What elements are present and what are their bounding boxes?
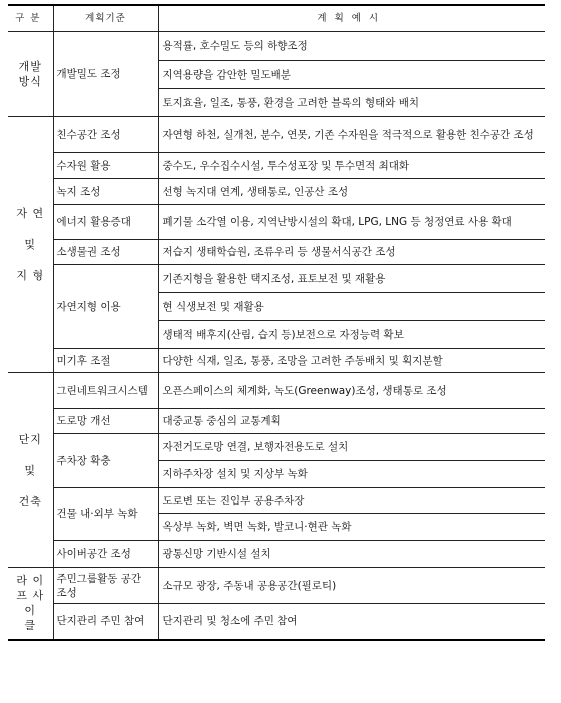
example-cell: 기존지형을 활용한 택지조성, 표토보전 및 재활용: [158, 265, 545, 293]
table-row: [8, 179, 545, 205]
criteria-cell: 단지관리 주민 참여: [53, 604, 158, 640]
example-cell: 저습지 생태학습원, 조류우리 등 생물서식공간 조성: [158, 240, 545, 265]
example-cell: 자전거도로망 연결, 보행자전용도로 설치: [158, 434, 545, 461]
table-row: [8, 604, 545, 640]
example-cell: 생태적 배후지(산림, 습지 등)보전으로 자정능력 확보: [158, 321, 545, 349]
category-nature-terrain: [8, 117, 53, 373]
category-line: 개발: [18, 60, 42, 73]
example-cell: 중수도, 우수집수시설, 투수성포장 및 투수면적 최대화: [158, 153, 545, 179]
criteria-cell: 수자원 활용: [53, 153, 158, 179]
example-cell: 옥상부 녹화, 벽면 녹화, 발코니·현관 녹화: [158, 514, 545, 541]
example-cell: 다양한 식재, 일조, 통풍, 조망을 고려한 주동배치 및 획지분할: [158, 349, 545, 373]
category-line: 건축: [18, 494, 42, 508]
example-cell: 소규모 광장, 주동내 공용공간(필로티): [158, 568, 545, 604]
category-lifecycle: [8, 568, 53, 640]
criteria-cell: 에너지 활용증대: [53, 205, 158, 240]
category-line: 자 연: [16, 207, 45, 220]
category-line: 단지: [18, 432, 42, 446]
table-row: [8, 488, 545, 514]
criteria-cell: 사이버공간 조성: [53, 541, 158, 568]
example-cell: 용적률, 호수밀도 등의 하향조정: [158, 32, 545, 61]
example-cell: 지하주차장 설치 및 지상부 녹화: [158, 461, 545, 488]
header-category: 구분: [8, 5, 53, 32]
header-criteria: 계획기준: [53, 5, 158, 32]
table-row: [8, 240, 545, 265]
criteria-cell: 소생물권 조성: [53, 240, 158, 265]
plan-table-page: [8, 4, 545, 641]
example-cell: 선형 녹지대 연계, 생태통로, 인공산 조성: [158, 179, 545, 205]
example-cell: 폐기물 소각열 이용, 지역난방시설의 확대, LPG, LNG 등 청정연료 사용 확대: [158, 205, 545, 240]
category-complex-building: [8, 373, 53, 568]
criteria-cell: 주민그룹활동 공간 조성: [53, 568, 158, 604]
criteria-cell: 자연지형 이용: [53, 265, 158, 349]
category-line: 및: [24, 463, 37, 477]
table-row: [8, 117, 545, 153]
criteria-cell: 녹지 조성: [53, 179, 158, 205]
table-row: [8, 434, 545, 461]
category-line: 프 사 이: [16, 589, 45, 618]
table-row: [8, 409, 545, 434]
example-cell: 자연형 하천, 실개천, 분수, 연못, 기존 수자원을 적극적으로 활용한 친수공간 조성: [158, 117, 545, 153]
table-row: [8, 265, 545, 293]
category-line: 라 이: [16, 574, 45, 588]
header-examples: 계획예시: [158, 5, 545, 32]
category-line: 클: [24, 619, 37, 633]
example-cell: 토지효율, 일조, 통풍, 환경을 고려한 블록의 형태와 배치: [158, 89, 545, 117]
example-cell: 현 식생보전 및 재활용: [158, 293, 545, 321]
criteria-cell: 주차장 확충: [53, 434, 158, 488]
criteria-cell: 그린네트워크시스템: [53, 373, 158, 409]
table-row: [8, 568, 545, 604]
table-row: [8, 349, 545, 373]
criteria-cell: 도로망 개선: [53, 409, 158, 434]
category-line: 및: [24, 238, 37, 251]
example-cell: 도로변 또는 진입부 공용주차장: [158, 488, 545, 514]
planning-criteria-table: [8, 4, 545, 641]
category-development: [8, 32, 53, 117]
category-line: 지 형: [16, 269, 45, 282]
criteria-cell: 미기후 조절: [53, 349, 158, 373]
example-cell: 지역용량을 감안한 밀도배분: [158, 61, 545, 89]
table-header-row: [8, 5, 545, 32]
criteria-cell: 개발밀도 조정: [53, 32, 158, 117]
criteria-cell: 친수공간 조성: [53, 117, 158, 153]
table-row: [8, 153, 545, 179]
table-row: [8, 541, 545, 568]
example-cell: 오픈스페이스의 체계화, 녹도(Greenway)조성, 생태통로 조성: [158, 373, 545, 409]
example-cell: 광통신망 기반시설 설치: [158, 541, 545, 568]
table-row: [8, 205, 545, 240]
table-row: [8, 373, 545, 409]
category-line: 방식: [18, 75, 42, 88]
example-cell: 단지관리 및 청소에 주민 참여: [158, 604, 545, 640]
table-row: [8, 32, 545, 61]
criteria-cell: 건물 내·외부 녹화: [53, 488, 158, 541]
example-cell: 대중교통 중심의 교통계획: [158, 409, 545, 434]
